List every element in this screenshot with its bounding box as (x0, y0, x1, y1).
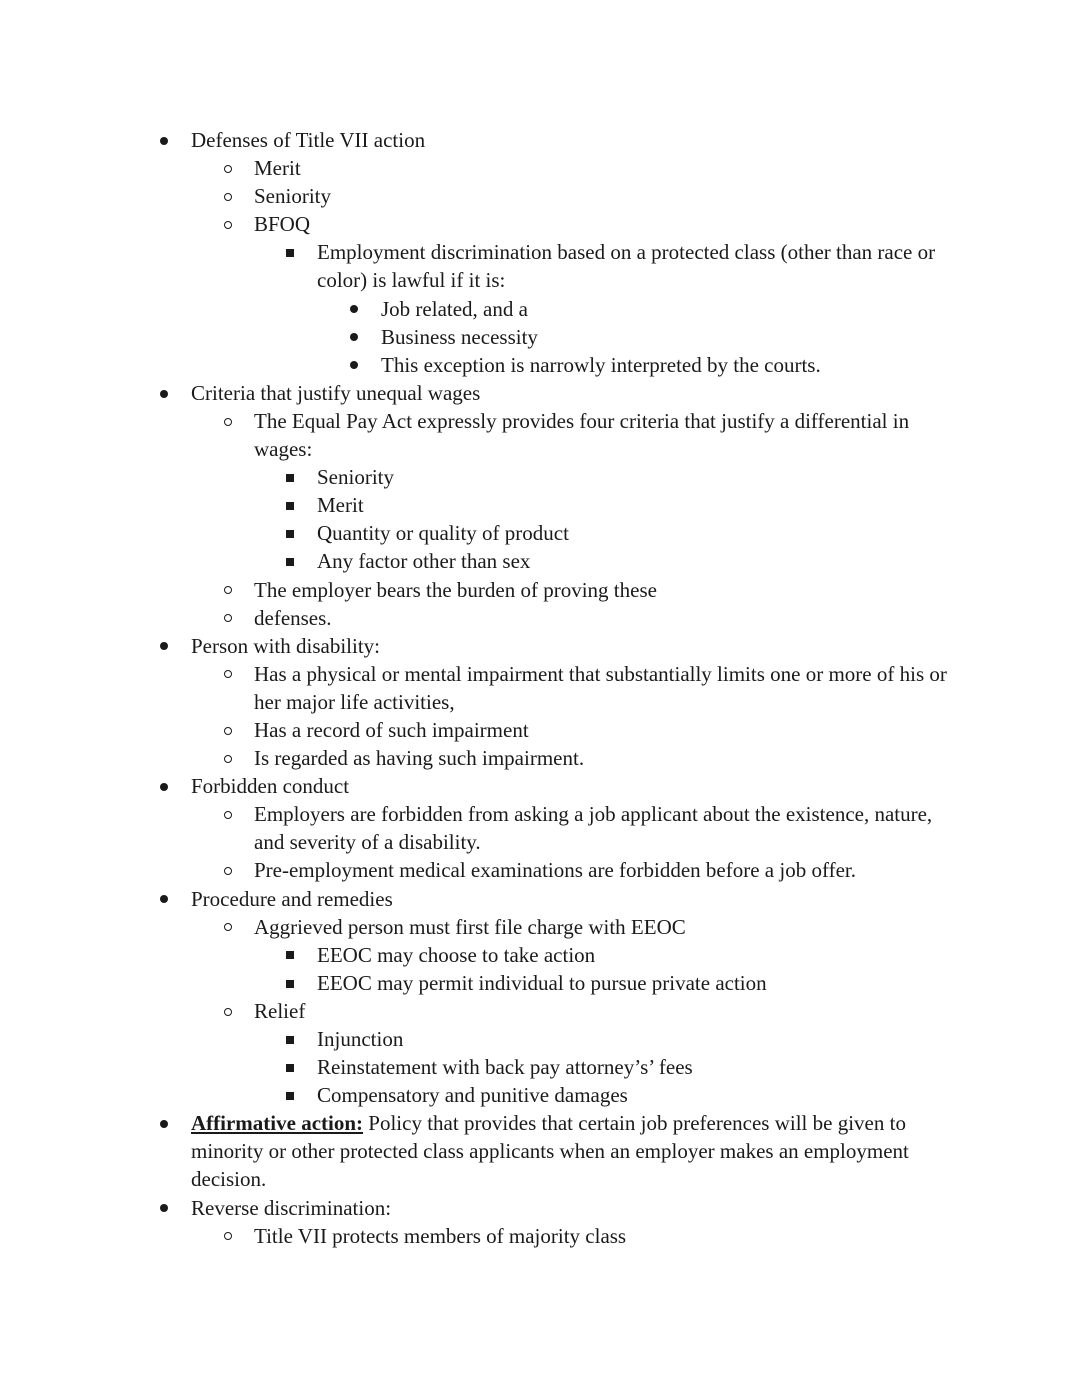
list-item-text: and severity of a disability. (254, 830, 481, 855)
list-item-continuation (0, 688, 1080, 716)
list-item-text: wages: (254, 437, 313, 462)
list-item-text: EEOC may choose to take action (317, 942, 596, 967)
list-item-text: Title VII protects members of majority class (254, 1223, 627, 1248)
list-item (0, 604, 1080, 632)
bullet-circle-icon (224, 716, 232, 744)
bullet-dot-icon (160, 885, 168, 913)
list-item (0, 1194, 1080, 1222)
list-item-text: Business necessity (381, 324, 538, 349)
list-item (0, 407, 1080, 435)
list-item-text: Relief (254, 998, 306, 1023)
section-heading: Person with disability: (191, 633, 380, 658)
section-heading: Procedure and remedies (191, 886, 393, 911)
bullet-circle-icon (224, 1222, 232, 1250)
list-item-text: Has a physical or mental impairment that substantially limits one or more of his or (254, 661, 947, 686)
bullet-dot-icon (160, 772, 168, 800)
bullet-square-icon (286, 547, 294, 575)
list-item (0, 772, 1080, 800)
notes-page (0, 126, 1080, 1250)
list-item (0, 210, 1080, 238)
definition-term: Affirmative action: (191, 1111, 364, 1136)
bullet-dot-icon (160, 379, 168, 407)
list-item (0, 660, 1080, 688)
list-item-text: Pre-employment medical examinations are forbidden before a job offer. (254, 858, 856, 883)
bullet-square-icon (286, 238, 294, 266)
bullet-dot-icon (160, 1194, 168, 1222)
list-item (0, 1081, 1080, 1109)
bullet-dot-icon (160, 1109, 168, 1137)
list-item-text: Employment discrimination based on a protected class (other than race or (317, 240, 936, 265)
section-heading: Defenses of Title VII action (191, 128, 426, 152)
list-item (0, 800, 1080, 828)
list-item-text: This exception is narrowly interpreted by the courts. (381, 352, 821, 377)
list-item (0, 182, 1080, 210)
list-item-text: Merit (317, 493, 364, 518)
list-item (0, 126, 1080, 154)
bullet-square-icon (286, 941, 294, 969)
bullet-dot-icon (350, 323, 358, 351)
list-item-text: Seniority (317, 465, 394, 490)
list-item-text: Any factor other than sex (317, 549, 531, 574)
list-item (0, 238, 1080, 266)
list-item-text: decision. (191, 1167, 267, 1192)
list-item (0, 744, 1080, 772)
bullet-circle-icon (224, 576, 232, 604)
list-item-continuation (0, 435, 1080, 463)
list-item-text: Reinstatement with back pay attorney’s’ fees (317, 1055, 693, 1080)
bullet-square-icon (286, 519, 294, 547)
list-item-continuation (0, 1137, 1080, 1165)
list-item-text: color) is lawful if it is: (317, 268, 506, 293)
bullet-square-icon (286, 463, 294, 491)
section-heading: Criteria that justify unequal wages (191, 380, 481, 405)
list-item-text: EEOC may permit individual to pursue private action (317, 970, 767, 995)
list-item (0, 1109, 1080, 1137)
section-heading: Reverse discrimination: (191, 1195, 392, 1220)
section-heading: Forbidden conduct (191, 774, 350, 799)
list-item (0, 351, 1080, 379)
bullet-dot-icon (160, 632, 168, 660)
list-item-continuation (0, 266, 1080, 294)
bullet-circle-icon (224, 997, 232, 1025)
list-item (0, 491, 1080, 519)
list-item-continuation (0, 1165, 1080, 1193)
list-item-text: Has a record of such impairment (254, 717, 529, 742)
bullet-dot-icon (350, 351, 358, 379)
list-item-text: Quantity or quality of product (317, 521, 569, 546)
list-item-text: Is regarded as having such impairment. (254, 746, 585, 771)
bullet-dot-icon (350, 295, 358, 323)
list-item (0, 323, 1080, 351)
list-item-text: Employers are forbidden from asking a job applicant about the existence, nature, (254, 802, 933, 827)
list-item (0, 997, 1080, 1025)
bullet-square-icon (286, 1053, 294, 1081)
list-item (0, 295, 1080, 323)
list-item-text: Merit (254, 156, 301, 181)
bullet-dot-icon (160, 126, 168, 154)
list-item-text: minority or other protected class applicants when an employer makes an employment (191, 1139, 909, 1164)
list-item-text: The Equal Pay Act expressly provides four criteria that justify a differential in (254, 408, 910, 433)
definition-line (191, 1109, 906, 1137)
list-item (0, 1222, 1080, 1250)
list-item-text: Seniority (254, 184, 331, 209)
list-item (0, 379, 1080, 407)
bullet-circle-icon (224, 856, 232, 884)
bullet-circle-icon (224, 744, 232, 772)
list-item (0, 913, 1080, 941)
list-item (0, 463, 1080, 491)
list-item (0, 519, 1080, 547)
list-item (0, 154, 1080, 182)
list-item-text: Compensatory and punitive damages (317, 1083, 628, 1108)
bullet-square-icon (286, 1025, 294, 1053)
list-item-text: defenses. (254, 605, 332, 630)
list-item (0, 856, 1080, 884)
bullet-square-icon (286, 1081, 294, 1109)
list-item-text: her major life activities, (254, 689, 455, 714)
list-item-text: Job related, and a (381, 296, 528, 321)
bullet-square-icon (286, 491, 294, 519)
list-item (0, 547, 1080, 575)
list-item-continuation (0, 828, 1080, 856)
bullet-circle-icon (224, 182, 232, 210)
definition-text: Policy that provides that certain job preferences will be given to (363, 1111, 906, 1136)
list-item (0, 941, 1080, 969)
bullet-circle-icon (224, 407, 232, 435)
list-item (0, 716, 1080, 744)
list-item (0, 885, 1080, 913)
list-item-text: Injunction (317, 1027, 404, 1051)
bullet-circle-icon (224, 210, 232, 238)
list-item (0, 632, 1080, 660)
list-item (0, 1025, 1080, 1053)
list-item-text: Aggrieved person must first file charge with EEOC (254, 914, 686, 939)
list-item (0, 969, 1080, 997)
bullet-square-icon (286, 969, 294, 997)
list-item-text: BFOQ (254, 212, 311, 237)
list-item-text: The employer bears the burden of proving these (254, 577, 657, 602)
bullet-circle-icon (224, 800, 232, 828)
list-item (0, 1053, 1080, 1081)
bullet-circle-icon (224, 660, 232, 688)
bullet-circle-icon (224, 913, 232, 941)
bullet-circle-icon (224, 154, 232, 182)
list-item (0, 576, 1080, 604)
bullet-circle-icon (224, 604, 232, 632)
